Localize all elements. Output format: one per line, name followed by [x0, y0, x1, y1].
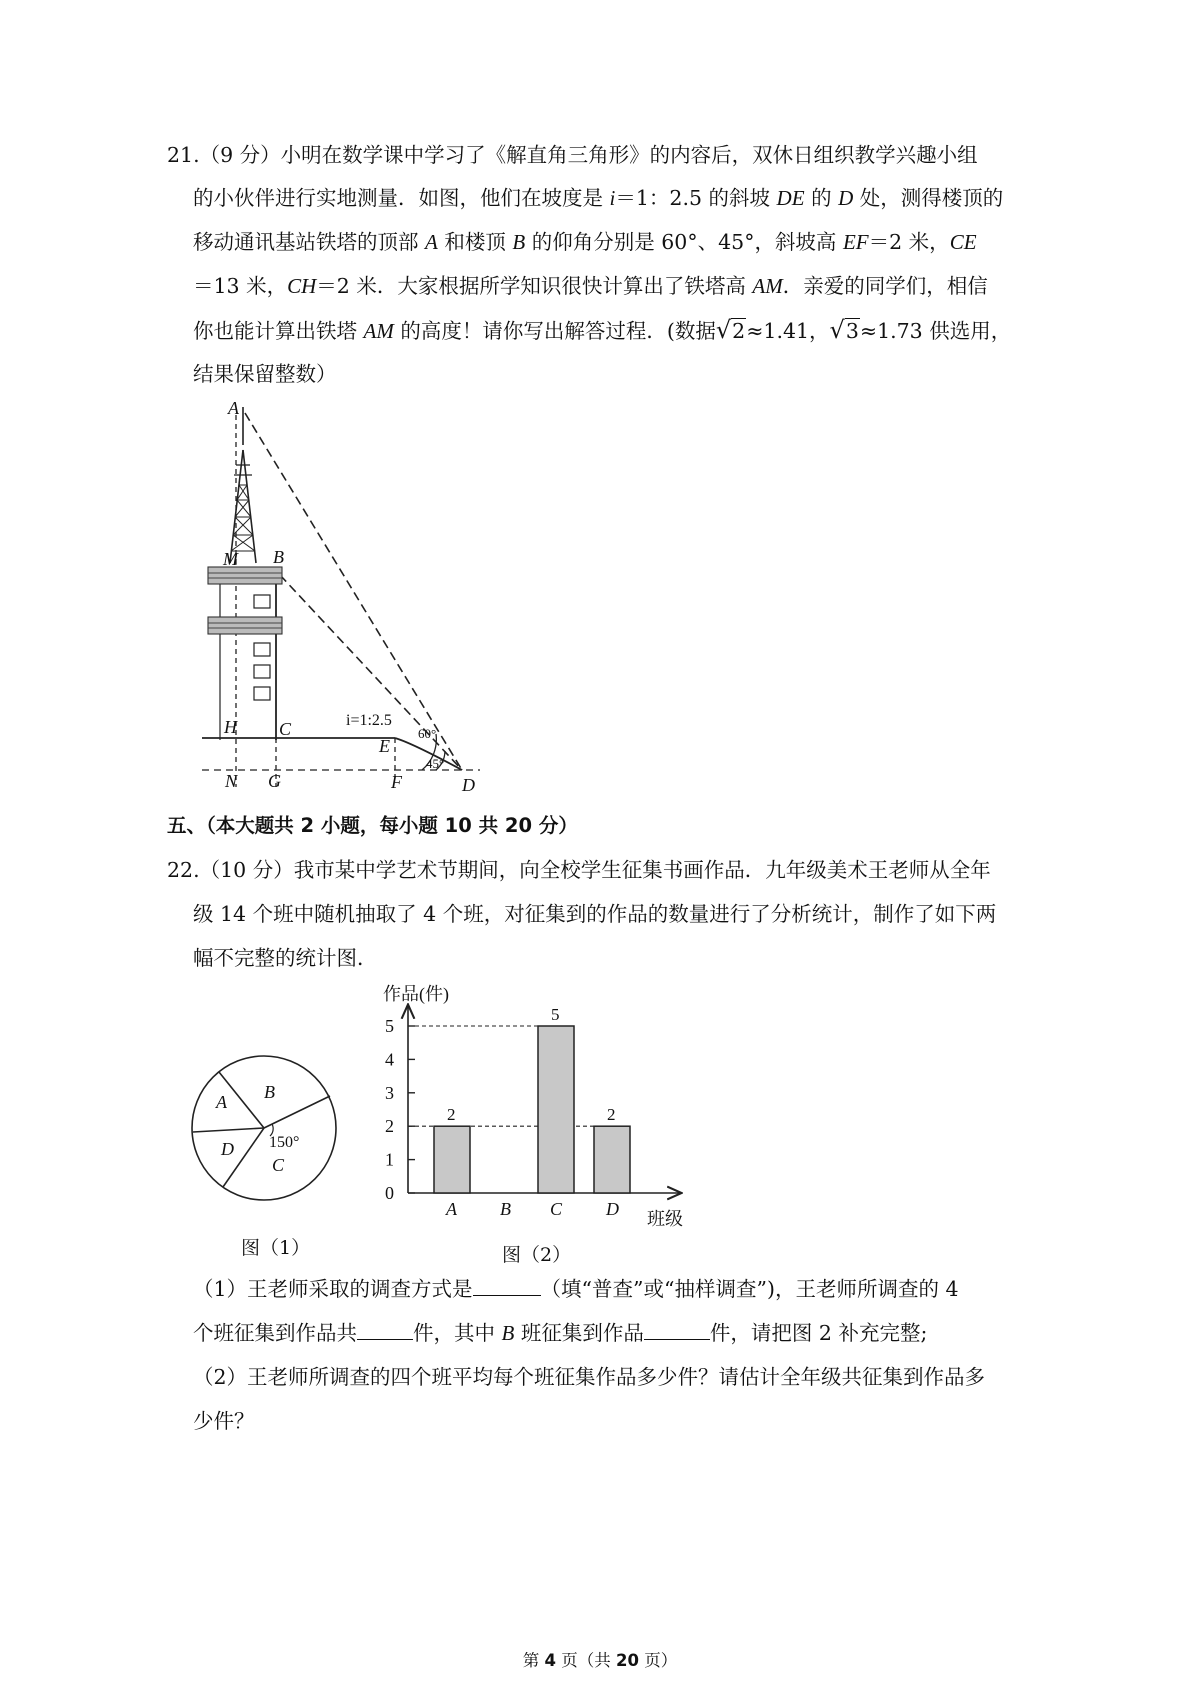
angle-45-label: 45° [426, 756, 445, 771]
page-total: 20 [616, 1651, 639, 1670]
angle-60-label: 60° [418, 726, 437, 741]
label-f: F [391, 772, 402, 792]
x-tick-label: D [606, 1199, 619, 1219]
label-g: G [268, 771, 281, 791]
bar-caption: 图（2） [502, 1244, 572, 1266]
bar [434, 1126, 470, 1193]
q21-line-5: 你也能计算出铁塔 AM 的高度！请你写出解答过程．(数据√2≈1.41，√3≈1.73 供选用， [193, 316, 1012, 344]
q21-line-1: 21.（9 分）小明在数学课中学习了《解直角三角形》的内容后，双休日组织教学兴趣小组 [167, 143, 978, 167]
sqrt-icon: √ [715, 316, 732, 344]
data-label: 2 [607, 1105, 616, 1125]
tower-diagram [190, 395, 500, 805]
y-tick-label: 4 [385, 1049, 394, 1070]
y-tick-label: 3 [385, 1082, 394, 1103]
label-a: A [228, 398, 239, 418]
x-tick-label: C [550, 1199, 563, 1219]
q22-part2-line-2: 少件？ [193, 1409, 255, 1433]
label-d: D [462, 775, 475, 795]
pie-chart [186, 1024, 346, 1214]
slope-label: i=1:2.5 [346, 712, 392, 729]
x-tick-label: A [446, 1199, 457, 1219]
page-footer: 第 4 页（共 20 页） [522, 1651, 678, 1670]
pie-angle-label: 150° [269, 1134, 300, 1151]
sqrt-icon: √ [829, 316, 845, 344]
pie-label-c: C [272, 1155, 285, 1175]
label-m: M [223, 549, 238, 569]
answer-blank-class-b[interactable] [644, 1319, 710, 1340]
q22-part1-line-1: （1）王老师采取的调查方式是 （填“普查”或“抽样调查”)，王老师所调查的 4 [193, 1277, 959, 1301]
q22-line-3: 幅不完整的统计图． [193, 946, 378, 970]
data-label: 2 [447, 1105, 456, 1125]
label-h: H [224, 717, 237, 737]
q21-line-4: ＝13 米，CH＝2 米．大家根据所学知识很快计算出了铁塔高 AM．亲爱的同学们，相信 [193, 274, 988, 298]
q21-line-6: 结果保留整数） [193, 362, 337, 386]
pie-caption: 图（1） [241, 1237, 311, 1259]
pie-label-a: A [216, 1092, 227, 1112]
label-b: B [273, 547, 284, 567]
y-tick-label: 2 [385, 1116, 394, 1137]
bar-chart [375, 980, 705, 1240]
y-axis-label: 作品(件) [383, 984, 449, 1004]
q21-line-3: 移动通讯基站铁塔的顶部 A 和楼顶 B 的仰角分别是 60°、45°，斜坡高 EF＝2 米，CE [193, 230, 977, 254]
q22-line-1: 22.（10 分）我市某中学艺术节期间，向全校学生征集书画作品．九年级美术王老师从全年 [167, 858, 991, 882]
data-label: 5 [551, 1005, 560, 1024]
q22-line-2: 级 14 个班中随机抽取了 4 个班，对征集到的作品的数量进行了分析统计，制作了如下两 [193, 902, 997, 926]
x-axis-label: 班级 [647, 1209, 683, 1229]
answer-blank-total[interactable] [357, 1319, 413, 1340]
label-e: E [379, 736, 390, 756]
answer-blank-method[interactable] [473, 1275, 541, 1296]
label-c: C [279, 719, 292, 739]
label-n: N [225, 771, 238, 791]
q22-part1-line-2: 个班征集到作品共 件，其中 B 班征集到作品 件，请把图 2 补充完整; [193, 1321, 928, 1345]
section-heading: 五、（本大题共 2 小题，每小题 10 共 20 分） [167, 814, 578, 837]
y-tick-label: 1 [385, 1149, 394, 1170]
page-number: 4 [544, 1651, 556, 1670]
bar [538, 1026, 574, 1193]
q22-part2-line-1: （2）王老师所调查的四个班平均每个班征集作品多少件？请估计全年级共征集到作品多 [193, 1365, 986, 1389]
bar [594, 1126, 630, 1193]
pie-label-b: B [264, 1082, 275, 1102]
q21-line-2: 的小伙伴进行实地测量．如图，他们在坡度是 i＝1：2.5 的斜坡 DE 的 D 处，测得楼顶的 [193, 186, 1004, 210]
pie-label-d: D [221, 1139, 234, 1159]
y-tick-label: 0 [385, 1183, 394, 1203]
y-tick-label: 5 [385, 1016, 394, 1036]
x-tick-label: B [500, 1199, 511, 1219]
